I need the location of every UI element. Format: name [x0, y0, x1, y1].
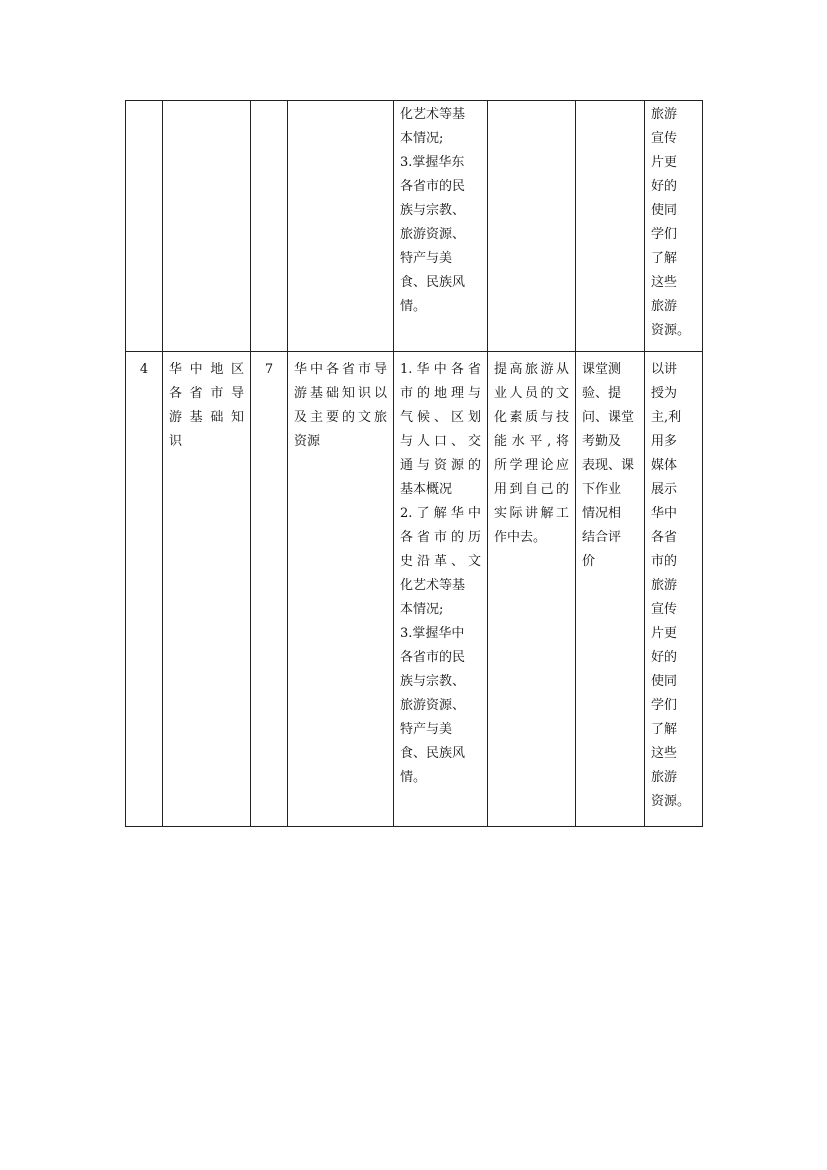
unit-cell — [163, 101, 251, 352]
content-line: 通与资源的 — [400, 458, 481, 473]
content-line: 本情况; — [400, 602, 444, 617]
content-line: 情。 — [400, 299, 427, 314]
method-line: 学们 — [651, 227, 678, 242]
content-line: 化艺术等基 — [400, 578, 466, 593]
method-line: 旅游 — [651, 107, 678, 122]
method-line: 授为 — [651, 386, 678, 401]
content-line: 各省市的民 — [400, 650, 466, 665]
content-line: 市的地理与 — [400, 386, 481, 401]
content-line: 情。 — [400, 770, 427, 785]
goal-line: 提高旅游从 — [494, 362, 569, 377]
method-line: 旅游 — [651, 578, 678, 593]
method-line: 宣传 — [651, 602, 678, 617]
assessment-cell — [576, 101, 645, 352]
method-cell — [645, 352, 703, 827]
method-line: 使同 — [651, 674, 678, 689]
content-line: 族与宗教、 — [400, 203, 466, 218]
unit-line: 识 — [169, 434, 183, 449]
content-line: 特产与美 — [400, 722, 453, 737]
assessment-line: 价 — [582, 554, 596, 569]
goal-line: 化素质与技 — [494, 410, 569, 425]
unit-cell — [163, 352, 251, 827]
content-line: 特产与美 — [400, 251, 453, 266]
method-line: 旅游 — [651, 299, 678, 314]
topic-line: 华中各省市导 — [294, 362, 387, 377]
topic-cell — [288, 352, 394, 827]
hours-cell: 7 — [251, 352, 288, 827]
assessment-line: 课堂测 — [582, 362, 622, 377]
content-line: 化艺术等基 — [400, 107, 466, 122]
method-cell — [645, 101, 703, 352]
goal-line: 能水平,将 — [494, 434, 569, 449]
method-line: 了解 — [651, 251, 678, 266]
goal-line: 业人员的文 — [494, 386, 569, 401]
assessment-line: 问、课堂 — [582, 410, 635, 425]
goal-line: 作中去。 — [494, 530, 547, 545]
unit-line: 游基础知 — [169, 410, 244, 425]
method-line: 以讲 — [651, 362, 678, 377]
content-line: 史沿革、文 — [400, 554, 481, 569]
goal-line: 用到自己的 — [494, 482, 569, 497]
assessment-cell — [576, 352, 645, 827]
method-line: 媒体 — [651, 458, 678, 473]
method-line: 这些 — [651, 275, 678, 290]
goal-cell — [488, 101, 576, 352]
row-number-cell: 4 — [126, 352, 163, 827]
table-row — [126, 352, 703, 827]
method-line: 这些 — [651, 746, 678, 761]
topic-line: 游基础知识以 — [294, 386, 387, 401]
content-line: 2.了解华中 — [400, 506, 481, 521]
content-line: 族与宗教、 — [400, 674, 466, 689]
content-line: 旅游资源、 — [400, 227, 466, 242]
method-line: 展示 — [651, 482, 678, 497]
content-line: 气候、区划 — [400, 410, 481, 425]
assessment-line: 表现、课 — [582, 458, 635, 473]
assessment-line: 结合评 — [582, 530, 622, 545]
topic-line: 及主要的文旅 — [294, 410, 387, 425]
method-line: 资源。 — [651, 794, 691, 809]
method-line: 片更 — [651, 155, 678, 170]
unit-line: 各省市导 — [169, 386, 244, 401]
content-line: 食、民族风 — [400, 746, 466, 761]
assessment-line: 考勤及 — [582, 434, 622, 449]
method-line: 学们 — [651, 698, 678, 713]
method-line: 好的 — [651, 179, 678, 194]
content-line: 与人口、交 — [400, 434, 481, 449]
content-line: 各省市的民 — [400, 179, 466, 194]
unit-line: 华中地区 — [169, 362, 244, 377]
assessment-line: 验、提 — [582, 386, 622, 401]
method-line: 主,利 — [651, 410, 682, 425]
goal-cell — [488, 352, 576, 827]
topic-line: 资源 — [294, 434, 321, 449]
hours-cell — [251, 101, 288, 352]
content-line: 基本概况 — [400, 482, 453, 497]
method-line: 旅游 — [651, 770, 678, 785]
topic-cell — [288, 101, 394, 352]
method-line: 市的 — [651, 554, 678, 569]
method-line: 华中 — [651, 506, 678, 521]
assessment-line: 下作业 — [582, 482, 622, 497]
method-line: 资源。 — [651, 323, 691, 338]
method-line: 各省 — [651, 530, 678, 545]
table-row — [126, 101, 703, 352]
method-line: 用多 — [651, 434, 678, 449]
content-line: 3.掌握华中 — [400, 626, 465, 641]
content-line: 1.华中各省 — [400, 362, 481, 377]
content-line: 本情况; — [400, 131, 444, 146]
content-line: 食、民族风 — [400, 275, 466, 290]
content-cell — [394, 101, 488, 352]
method-line: 宣传 — [651, 131, 678, 146]
content-line: 旅游资源、 — [400, 698, 466, 713]
syllabus-table — [125, 100, 703, 827]
content-line: 各省市的历 — [400, 530, 481, 545]
method-line: 好的 — [651, 650, 678, 665]
row-number-cell — [126, 101, 163, 352]
content-cell — [394, 352, 488, 827]
method-line: 使同 — [651, 203, 678, 218]
method-line: 片更 — [651, 626, 678, 641]
goal-line: 实际讲解工 — [494, 506, 569, 521]
assessment-line: 情况相 — [582, 506, 622, 521]
method-line: 了解 — [651, 722, 678, 737]
content-line: 3.掌握华东 — [400, 155, 465, 170]
goal-line: 所学理论应 — [494, 458, 569, 473]
